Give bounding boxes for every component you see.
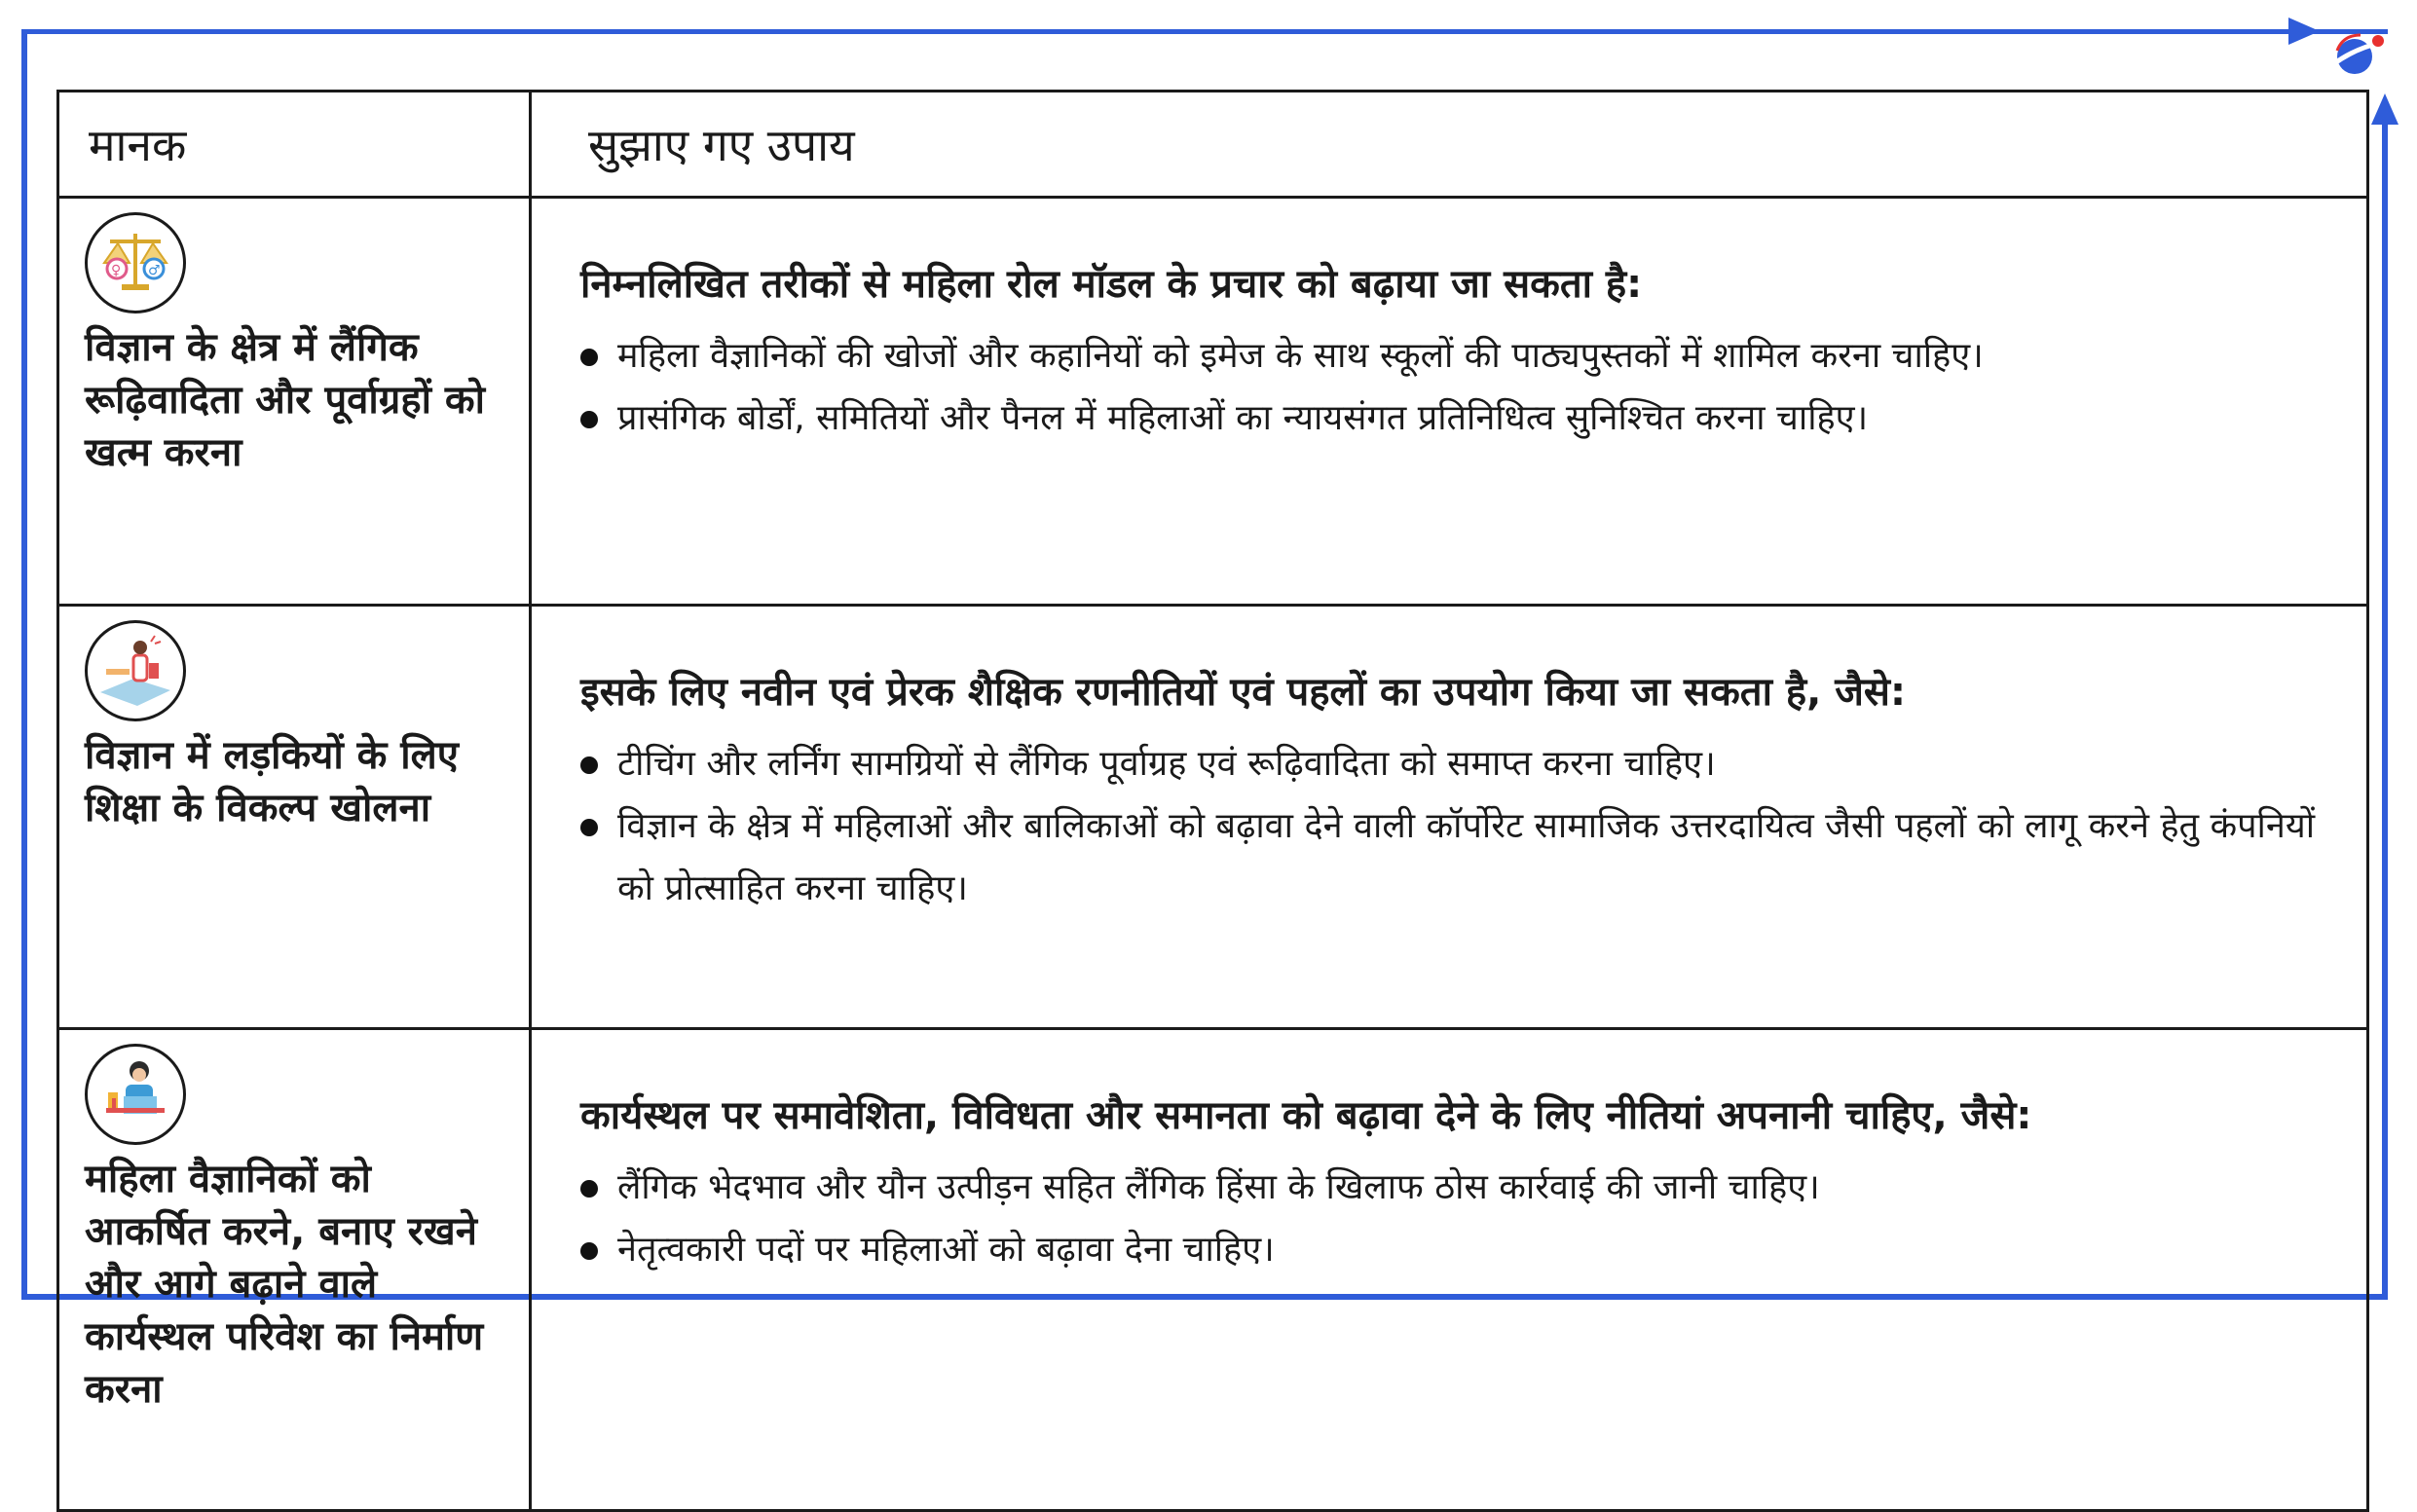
measures-heading: निम्नलिखित तरीकों से महिला रोल मॉडल के प्रचार को बढ़ाया जा सकता है: (580, 262, 1643, 307)
frame-arrow-right-icon (2288, 18, 2320, 45)
measures-list (580, 325, 2329, 450)
standard-text: विज्ञान में लड़कियों के लिए शिक्षा के विकल्प खोलना (85, 733, 459, 830)
svg-text:♀: ♀ (111, 263, 122, 278)
header-measures: सुझाए गए उपाय (531, 92, 2368, 198)
table-row (58, 606, 2368, 1029)
list-item: लैंगिक भेदभाव और यौन उत्पीड़न सहित लैंगिक हिंसा के खिलाफ ठोस कार्रवाई की जानी चाहिए। (580, 1157, 2329, 1219)
frame-arrow-up-icon (2371, 93, 2398, 125)
list-item: नेतृत्वकारी पदों पर महिलाओं को बढ़ावा देना चाहिए। (580, 1219, 2329, 1281)
standard-text: विज्ञान के क्षेत्र में लैंगिक रूढ़िवादिता और पूर्वाग्रहों को खत्म करना (85, 325, 485, 475)
measures-cell (531, 1029, 2368, 1511)
table-row (58, 1029, 2368, 1511)
table-header-row (58, 92, 2368, 198)
list-item: टीचिंग और लर्निंग सामग्रियों से लैंगिक पूर्वाग्रह एवं रूढ़िवादिता को समाप्त करना चाहिए। (580, 733, 2329, 795)
standard-text: महिला वैज्ञानिकों को आकर्षित करने, बनाए रखने और आगे बढ़ाने वाले कार्यस्थल परिवेश का निर्माण करना (85, 1157, 484, 1412)
standard-cell (58, 198, 531, 606)
standard-cell (58, 1029, 531, 1511)
table-row (58, 198, 2368, 606)
brand-logo-icon (2324, 21, 2392, 90)
measures-cell (531, 606, 2368, 1029)
measures-table (56, 90, 2369, 1512)
measures-cell (531, 198, 2368, 606)
measures-list (580, 733, 2329, 920)
measures-heading: कार्यस्थल पर समावेशिता, विविधता और समानता को बढ़ावा देने के लिए नीतियां अपनानी चाहिए, जैसे: (580, 1093, 2032, 1138)
svg-text:♂: ♂ (148, 263, 161, 278)
list-item: विज्ञान के क्षेत्र में महिलाओं और बालिकाओं को बढ़ावा देने वाली कॉर्पोरेट सामाजिक उत्तरदायित्व जैसी पहलों को लागू करने हेतु कंपनियों को प्रोत्साहित करना चाहिए। (580, 795, 2329, 920)
standard-cell (58, 606, 531, 1029)
page-frame-right (2382, 109, 2388, 1300)
girl-scientist-icon (85, 620, 186, 721)
list-item: प्रासंगिक बोर्डों, समितियों और पैनल में महिलाओं का न्यायसंगत प्रतिनिधित्व सुनिश्चित करना चाहिए। (580, 387, 2329, 450)
measures-heading: इसके लिए नवीन एवं प्रेरक शैक्षिक रणनीतियों एवं पहलों का उपयोग किया जा सकता है, जैसे: (580, 670, 1906, 715)
woman-at-desk-icon (85, 1044, 186, 1145)
measures-list (580, 1157, 2329, 1281)
list-item: महिला वैज्ञानिकों की खोजों और कहानियों को इमेज के साथ स्कूलों की पाठ्यपुस्तकों में शामिल करना चाहिए। (580, 325, 2329, 387)
header-standard: मानक (58, 92, 531, 198)
gender-scale-icon (85, 212, 186, 313)
